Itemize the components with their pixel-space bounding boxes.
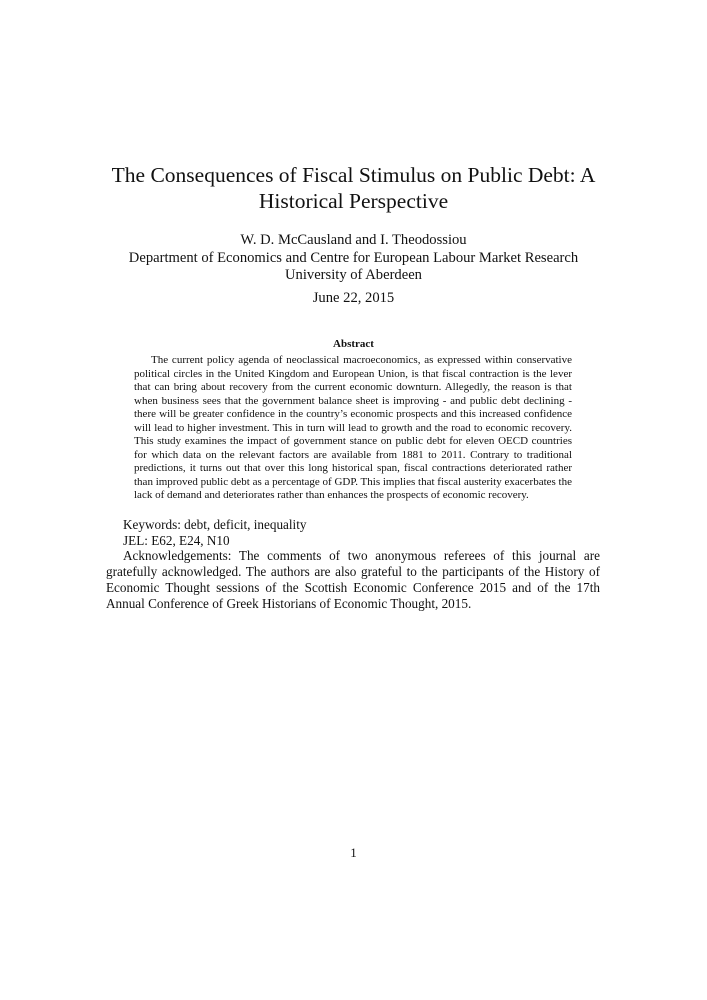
author-block [60,232,647,285]
page-number: 1 [350,845,357,860]
publication-date: June 22, 2015 [312,290,395,306]
abstract-heading: Abstract [333,338,374,350]
affiliation-department: Department of Economics and Centre for European Labour Market Research [128,249,579,266]
author-names: W. D. McCausland and I. Theodossiou [240,232,467,248]
title-block [90,162,617,214]
affiliation-university: University of Aberdeen [285,267,422,283]
keywords-line: Keywords: debt, deficit, inequality [123,517,307,532]
jel-codes-line: JEL: E62, E24, N10 [123,532,230,548]
acknowledgements-paragraph: Acknowledgements: The comments of two anonymous referees of this journal are gratefully acknowledged. The authors are also grateful to the participants of the History of Economic Thought sessions of the Scottish Economic Conference 2015 and of the 17th Annual Conference of Greek Historians of Economic Thought, 2015. [106,548,600,611]
paper-metadata [106,517,600,611]
paper-title: The Consequences of Fiscal Stimulus on Public Debt: A Historical Perspective [111,163,596,213]
abstract-text: The current policy agenda of neoclassical macroeconomics, as expressed within conservative political circles in the United Kingdom and European Union, is that fiscal contraction is the lever that can bring about recovery from the current economic downturn. Allegedly, the reason is that when business sees that the government balance sheet is improving - and public debt declining - there will be greater confidence in the country’s economic prospects and this increased confidence will lead to higher investment. This in turn will lead to growth and the road to economic recovery. This study examines the impact of government stance on public debt for eleven OECD countries for which data on the relevant factors are available from 1881 to 2011. Contrary to traditional predictions, it turns out that over this long historical span, fiscal contractions deteriorated rather than improved public debt as a percentage of GDP. This implies that fiscal austerity exacerbates the lack of demand and deteriorates rather than enhances the prospects of economic recovery. [134,354,572,502]
